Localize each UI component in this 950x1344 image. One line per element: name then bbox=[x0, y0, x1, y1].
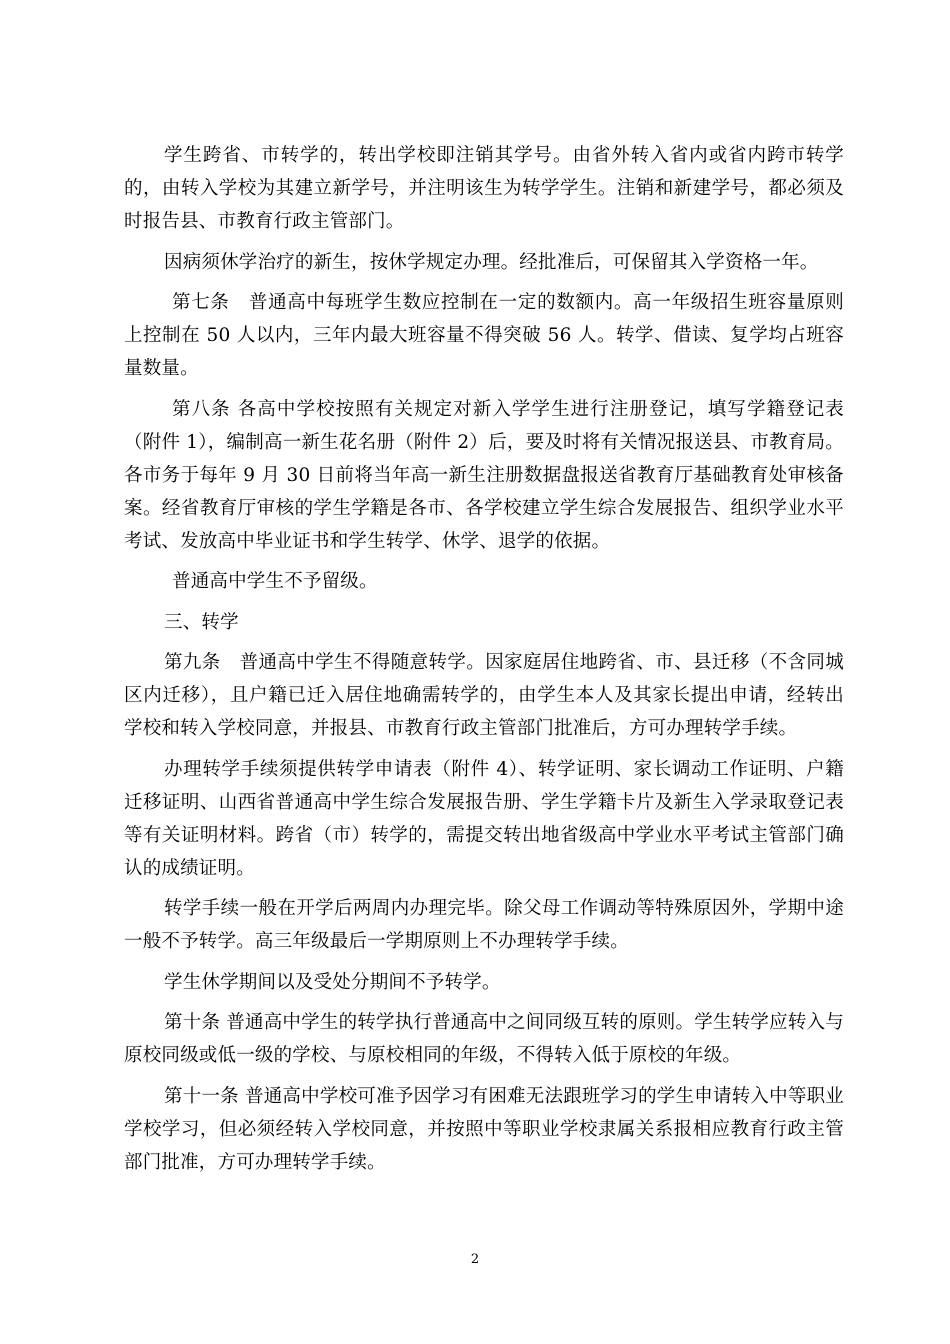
paragraph-sick-leave-new-students: 因病须休学治疗的新生，按休学规定办理。经批准后，可保留其入学资格一年。 bbox=[164, 251, 819, 273]
section-heading-transfer: 三、转学 bbox=[164, 611, 239, 633]
paragraph-article-11: 第十一条 普通高中学校可准予因学习有困难无法跟班学习的学生申请转入中等职业学校学习，但必须经转入学校同意，并按照中等职业学校隶属关系报相应教育行政主管部门批准，方可办理转学手续。 bbox=[124, 1085, 844, 1173]
paragraph-article-9: 第九条 普通高中学生不得随意转学。因家庭居住地跨省、市、县迁移（不含同城区内迁移），且户籍已迁入居住地确需转学的，由学生本人及其家长提出申请，经转出学校和转入学校同意，并报县、市教育行政主管部门批准后，方可办理转学手续。 bbox=[124, 652, 844, 739]
paragraph-article-8: 第八条 各高中学校按照有关规定对新入学学生进行注册登记，填写学籍登记表（附件 1），编制高一新生花名册（附件 2）后，要及时将有关情况报送县、市教育局。各市务于每年 9 月 30 日前将当年高一新生注册数据盘报送省教育厅基础教育处审核备案。经省教育厅审核的学生学籍是各市、各学校建立学生综合发展报告、组织学业水平考试、发放高中毕业证书和学生转学、休学、退学的依据。 bbox=[124, 398, 844, 552]
paragraph-no-grade-repetition: 普通高中学生不予留级。 bbox=[172, 571, 378, 592]
page-number: 2 bbox=[470, 1252, 480, 1267]
paragraph-transfer-timing: 转学手续一般在开学后两周内办理完毕。除父母工作调动等特殊原因外，学期中途一般不予转学。高三年级最后一学期原则上不办理转学手续。 bbox=[124, 898, 844, 952]
paragraph-no-transfer-during-suspension: 学生休学期间以及受处分期间不予转学。 bbox=[164, 971, 501, 993]
paragraph-transfer-student-number: 学生跨省、市转学的，转出学校即注销其学号。由省外转入省内或省内跨市转学的，由转入学校为其建立新学号，并注明该生为转学学生。注销和新建学号，都必须及时报告县、市教育行政主管部门。 bbox=[124, 145, 844, 232]
paragraph-article-10: 第十条 普通高中学生的转学执行普通高中之间同级互转的原则。学生转学应转入与原校同级或低一级的学校、与原校相同的年级，不得转入低于原校的年级。 bbox=[124, 1012, 844, 1066]
paragraph-article-7: 第七条 普通高中每班学生数应控制在一定的数额内。高一年级招生班容量原则上控制在 50 人以内，三年内最大班容量不得突破 56 人。转学、借读、复学均占班容量数量。 bbox=[124, 292, 844, 379]
document-body bbox=[124, 139, 844, 1186]
paragraph-transfer-documents: 办理转学手续须提供转学申请表（附件 4）、转学证明、家长调动工作证明、户籍迁移证明、山西省普通高中学生综合发展报告册、学生学籍卡片及新生入学录取登记表等有关证明材料。跨省（市）转学的，需提交转出地省级高中学业水平考试主管部门确认的成绩证明。 bbox=[124, 758, 844, 879]
